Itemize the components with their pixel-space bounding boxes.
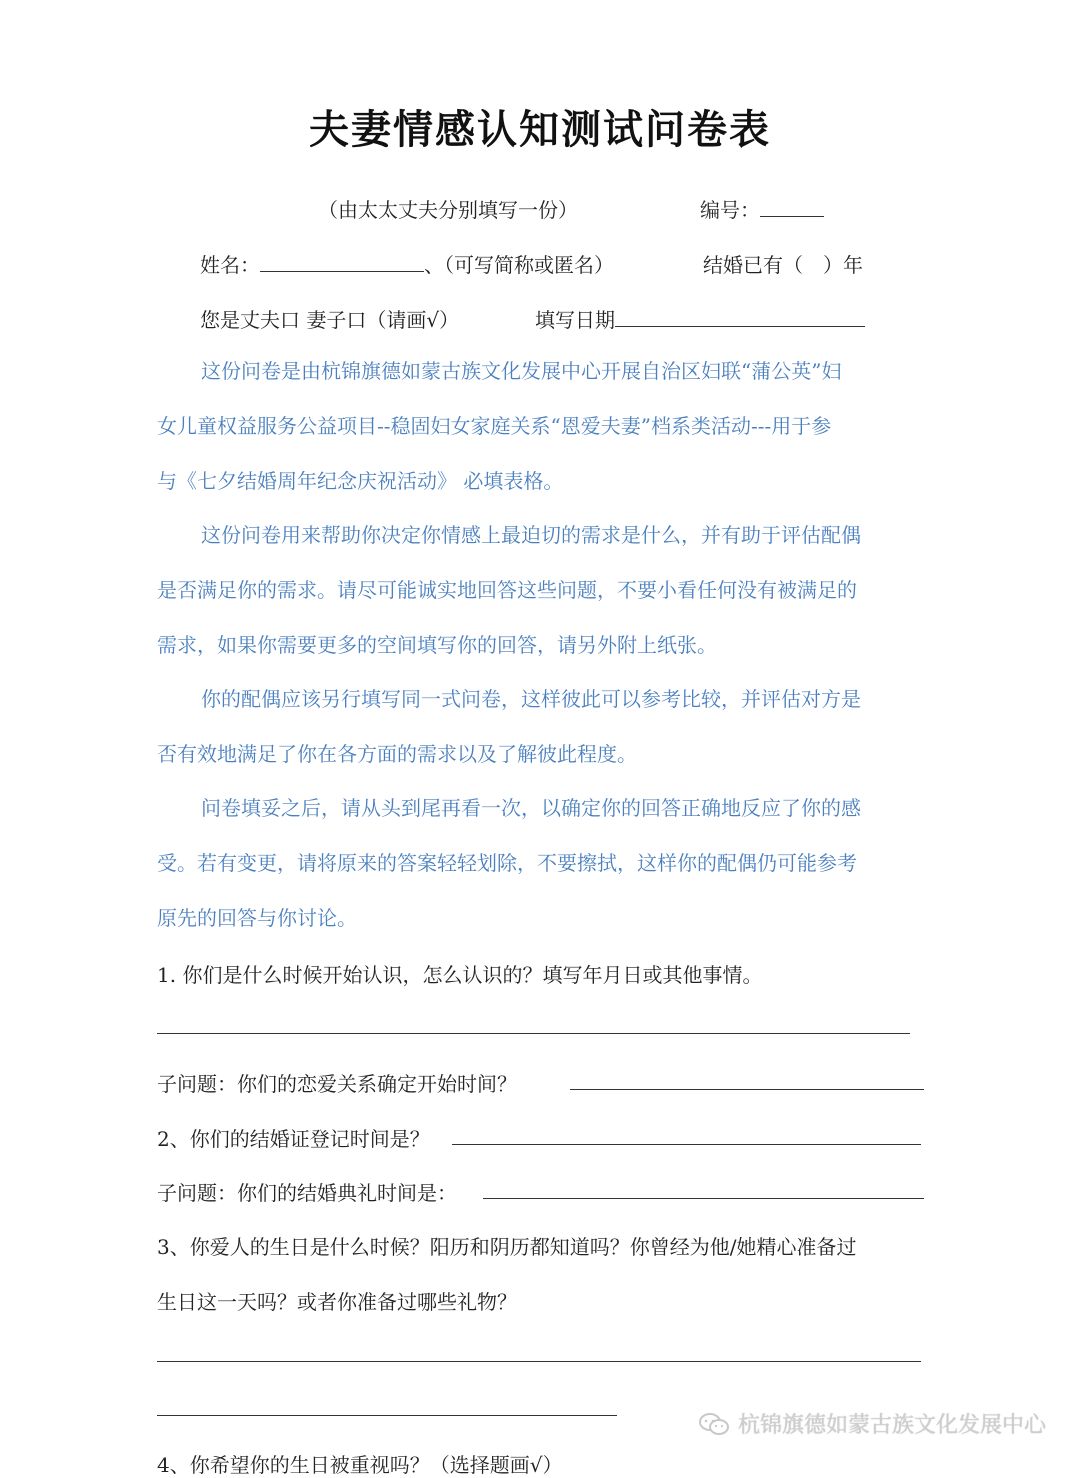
name-hint: 、（可写简称或匿名） [424,253,614,277]
fill-note: （由太太丈夫分别填写一份） [318,198,578,222]
answer-line-q3-a[interactable] [157,1361,921,1362]
answer-line-q2[interactable] [452,1144,921,1145]
intro-line: 问卷填妥之后，请从头到尾再看一次，以确定你的回答正确地反应了你的感 [201,796,861,820]
question-1-sub: 子问题：你们的恋爱关系确定开始时间？ [157,1072,517,1096]
role-select-label: 您是丈夫口 妻子口（请画√） [200,308,460,332]
intro-line: 是否满足你的需求。请尽可能诚实地回答这些问题，不要小看任何没有被满足的 [157,578,857,602]
intro-line: 这份问卷是由杭锦旗德如蒙古族文化发展中心开展自治区妇联“蒲公英”妇 [201,359,842,383]
intro-paragraph-4 [157,795,927,960]
document-title: 夫妻情感认知测试问卷表 [309,107,771,153]
name-field [200,249,614,278]
intro-paragraph-3 [157,686,927,796]
married-years-label: 结婚已有（ ）年 [703,253,863,277]
intro-line: 女儿童权益服务公益项目--稳固妇女家庭关系“恩爱夫妻”档系类活动---用于参 [157,414,832,438]
watermark-text: 杭锦旗德如蒙古族文化发展中心 [737,1413,1046,1438]
question-2-sub: 子问题：你们的结婚典礼时间是： [157,1181,457,1205]
question-4: 4、你希望你的生日被重视吗？（选择题画√） [157,1453,563,1477]
answer-line-q1[interactable] [157,1033,910,1034]
number-label: 编号： [700,198,760,222]
intro-line: 受。若有变更，请将原来的答案轻轻划除，不要擦拭，这样你的配偶仍可能参考 [157,851,857,875]
name-blank[interactable] [260,251,424,272]
intro-paragraph-1 [157,358,927,523]
intro-line: 你的配偶应该另行填写同一式问卷，这样彼此可以参考比较，并评估对方是 [201,687,861,711]
question-3-line-1: 3、你爱人的生日是什么时候？阳历和阴历都知道吗？你曾经为他/她精心准备过 [157,1235,857,1259]
question-3-line-2: 生日这一天吗？或者你准备过哪些礼物？ [157,1290,517,1314]
number-blank[interactable] [760,196,824,217]
intro-paragraph-2 [157,522,927,687]
intro-line: 与《七夕结婚周年纪念庆祝活动》 必填表格。 [157,469,564,493]
intro-line: 原先的回答与你讨论。 [157,906,357,930]
wechat-icon [698,1412,730,1436]
date-blank[interactable] [615,306,865,327]
answer-line-q2-sub[interactable] [483,1198,924,1199]
date-field [535,304,865,333]
watermark [698,1408,1046,1439]
intro-line: 这份问卷用来帮助你决定你情感上最迫切的需求是什么，并有助于评估配偶 [201,523,861,547]
answer-line-q1-sub[interactable] [570,1089,924,1090]
intro-line: 需求，如果你需要更多的空间填写你的回答，请另外附上纸张。 [157,633,717,657]
question-1: 1. 你们是什么时候开始认识，怎么认识的？填写年月日或其他事情。 [157,963,763,987]
name-label: 姓名： [200,253,260,277]
answer-line-q3-b[interactable] [157,1415,617,1416]
question-2: 2、你们的结婚证登记时间是？ [157,1127,430,1151]
date-label: 填写日期 [535,308,615,332]
number-field [700,194,824,223]
intro-line: 否有效地满足了你在各方面的需求以及了解彼此程度。 [157,742,637,766]
